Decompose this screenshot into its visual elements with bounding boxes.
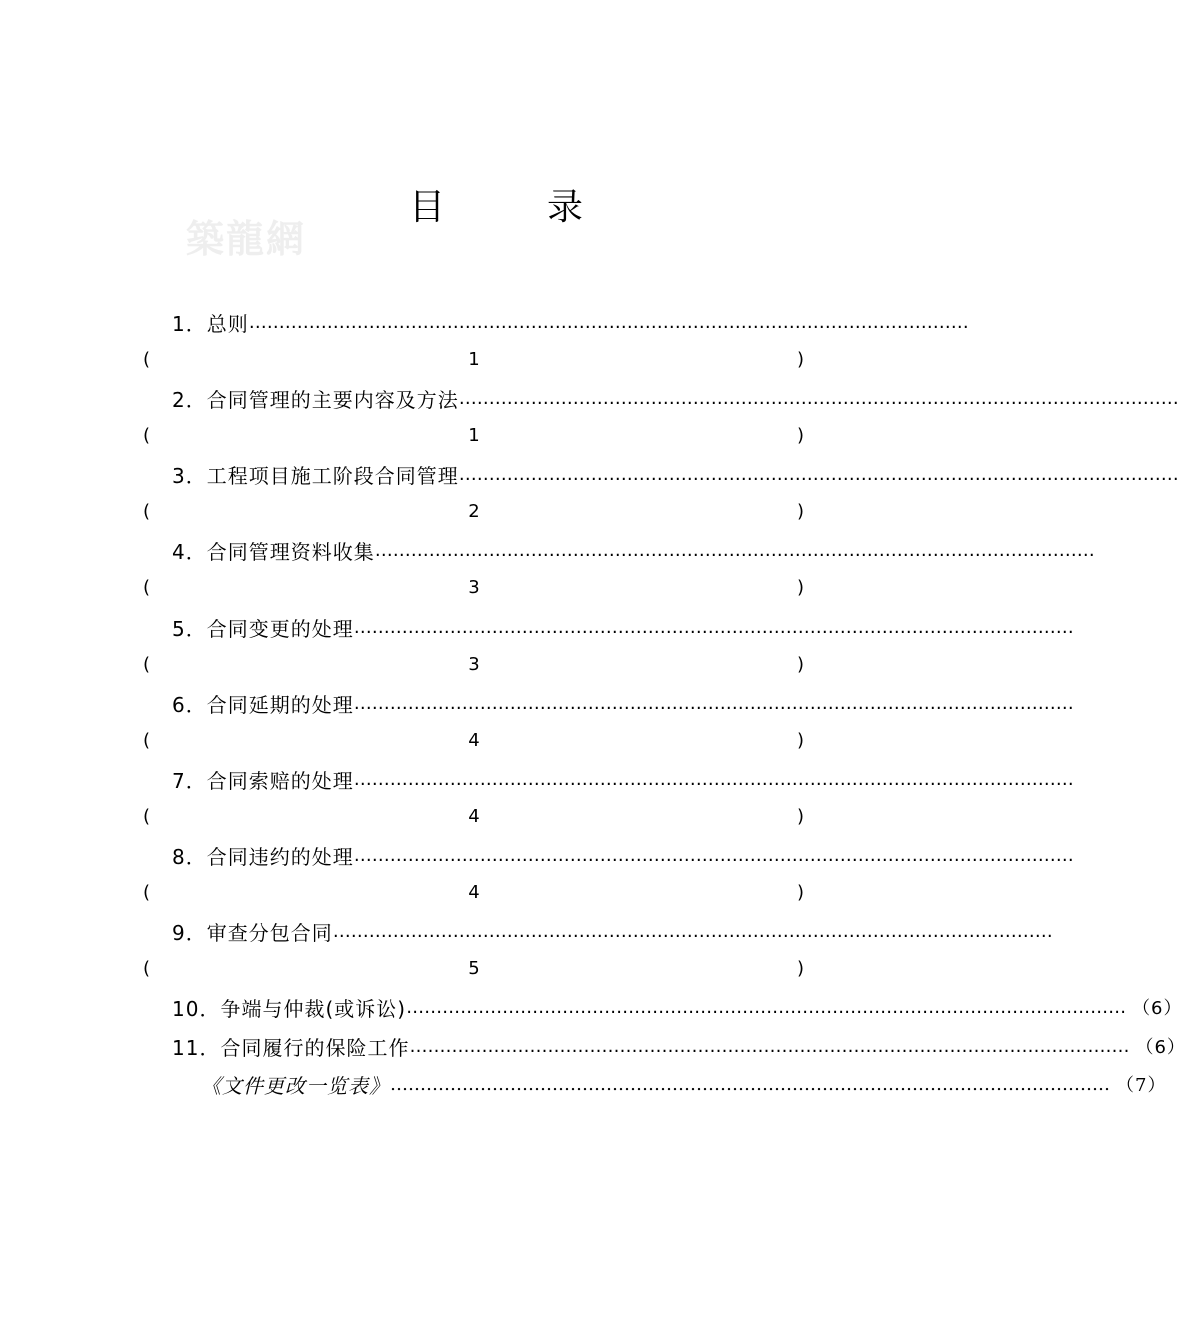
dot-leader: ………………………………………………………………………………………………………… bbox=[353, 616, 1074, 638]
page-close-paren: ) bbox=[797, 730, 805, 751]
page-number: 2 bbox=[468, 501, 480, 522]
page-close-paren: ) bbox=[797, 425, 805, 446]
dot-leader: ………………………………………………………………………………………………………… bbox=[353, 692, 1074, 714]
page-number: 3 bbox=[468, 577, 480, 598]
toc-entry-label: 1．总则 bbox=[172, 311, 249, 336]
toc-entry-label: 10．争端与仲裁(或诉讼) bbox=[172, 996, 407, 1021]
page-number: 3 bbox=[468, 654, 480, 675]
dot-leader: ………………………………………………………………………………………………………… bbox=[406, 996, 1127, 1018]
page-number: 4 bbox=[468, 730, 480, 751]
toc-title-char-2: 录 bbox=[547, 187, 584, 228]
page-number: （7） bbox=[1116, 1075, 1167, 1096]
dot-leader: ………………………………………………………………………………………………………… bbox=[458, 463, 1179, 485]
page-close-paren: ) bbox=[797, 349, 805, 370]
toc-title-char-1: 目 bbox=[409, 187, 446, 228]
page-open-paren: ( bbox=[143, 501, 151, 522]
page-number: （6） bbox=[1135, 1037, 1186, 1058]
page-open-paren: ( bbox=[143, 958, 151, 979]
page-close-paren: ) bbox=[797, 806, 805, 827]
dot-leader: ………………………………………………………………………………………………………… bbox=[390, 1073, 1110, 1095]
toc-entry-change-log[interactable] bbox=[201, 1068, 1167, 1100]
page-close-paren: ) bbox=[797, 882, 805, 903]
page-open-paren: ( bbox=[143, 425, 151, 446]
dot-leader: ………………………………………………………………………………………………………… bbox=[353, 768, 1074, 790]
page-number: 1 bbox=[468, 425, 480, 446]
toc-entry-label: 9．审查分包合同 bbox=[172, 920, 333, 945]
page-number: 1 bbox=[468, 349, 480, 370]
page-open-paren: ( bbox=[143, 654, 151, 675]
page-close-paren: ) bbox=[797, 577, 805, 598]
toc-entry-label: 3．工程项目施工阶段合同管理 bbox=[172, 463, 459, 488]
toc-entry-label: 11．合同履行的保险工作 bbox=[172, 1035, 410, 1060]
page-open-paren: ( bbox=[143, 577, 151, 598]
dot-leader: ………………………………………………………………………………………………………… bbox=[374, 539, 1095, 561]
page-number: 4 bbox=[468, 806, 480, 827]
page-close-paren: ) bbox=[797, 654, 805, 675]
toc-entry-label: 6．合同延期的处理 bbox=[172, 692, 354, 717]
watermark-logo: 築龍網 bbox=[186, 216, 307, 261]
toc-entry-label: 2．合同管理的主要内容及方法 bbox=[172, 387, 459, 412]
toc-entry-label: 《文件更改一览表》 bbox=[201, 1073, 390, 1098]
page-open-paren: ( bbox=[143, 806, 151, 827]
toc-entry-label: 5．合同变更的处理 bbox=[172, 616, 354, 641]
toc-entry-label: 4．合同管理资料收集 bbox=[172, 539, 375, 564]
dot-leader: ………………………………………………………………………………………………………… bbox=[248, 311, 969, 333]
dot-leader: ………………………………………………………………………………………………………… bbox=[353, 844, 1074, 866]
dot-leader: ………………………………………………………………………………………………………… bbox=[332, 920, 1053, 942]
page-close-paren: ) bbox=[797, 958, 805, 979]
page-number: 5 bbox=[468, 958, 480, 979]
dot-leader: ………………………………………………………………………………………………………… bbox=[458, 387, 1179, 409]
dot-leader: ………………………………………………………………………………………………………… bbox=[409, 1035, 1130, 1057]
page-open-paren: ( bbox=[143, 730, 151, 751]
toc-entry-11[interactable] bbox=[172, 1030, 1186, 1062]
page-number: （6） bbox=[1132, 998, 1183, 1019]
toc-entry-label: 7．合同索赔的处理 bbox=[172, 768, 354, 793]
page-close-paren: ) bbox=[797, 501, 805, 522]
page-open-paren: ( bbox=[143, 349, 151, 370]
page-number: 4 bbox=[468, 882, 480, 903]
toc-entry-10[interactable] bbox=[172, 991, 1183, 1023]
toc-entry-label: 8．合同违约的处理 bbox=[172, 844, 354, 869]
page-open-paren: ( bbox=[143, 882, 151, 903]
